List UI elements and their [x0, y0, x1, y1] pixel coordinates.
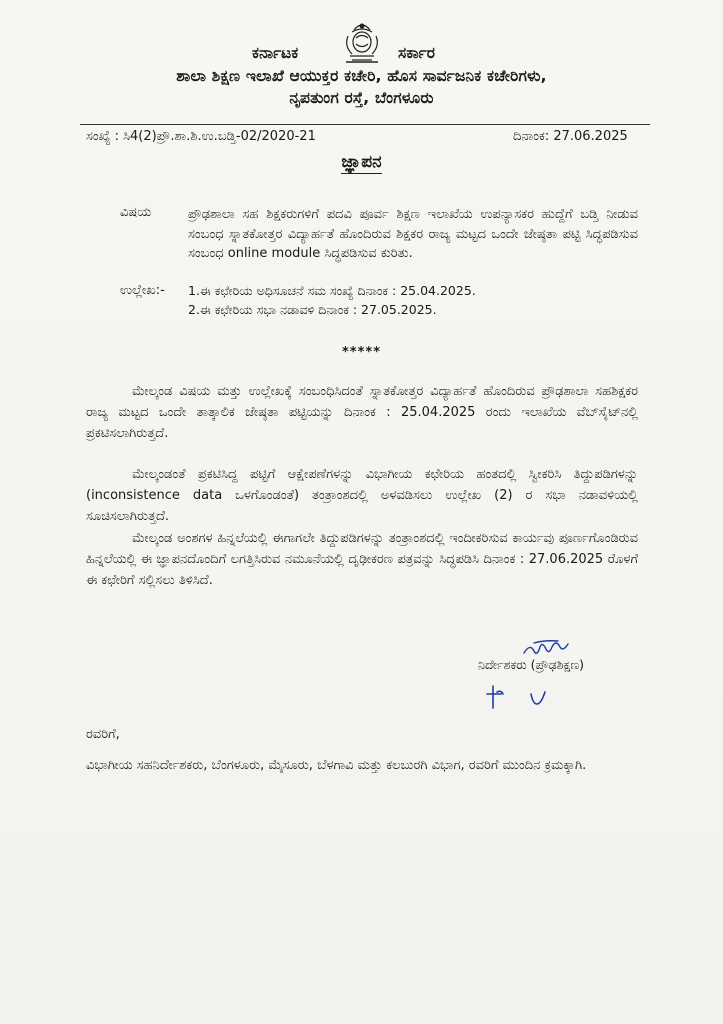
- recipients-text: ವಿಭಾಗೀಯ ಸಹನಿರ್ದೇಶಕರು, ಬೆಂಗಳೂರು, ಮೈಸೂರು, ಬೆಳಗಾವಿ ಮತ್ತು ಕಲಬುರಗಿ ವಿಭಾಗ, ರವರಿಗೆ ಮುಂದಿನ ಕ್ರಮಕ್ಕಾಗಿ.: [86, 758, 587, 773]
- addressee-label: ರವರಿಗೆ,: [86, 727, 120, 742]
- subject-text: ಪ್ರೌಢಶಾಲಾ ಸಹ ಶಿಕ್ಷಕರುಗಳಿಗೆ ಪದವಿ ಪೂರ್ವ ಶಿಕ್ಷಣ ಇಲಾಖೆಯ ಉಪನ್ಯಾಸಕರ ಹುದ್ದೆಗೆ ಬಡ್ತಿ ನೀಡುವ ಸಂಬಂಧ ಸ್ನಾತಕೋತ್ತರ ವಿದ್ಯಾರ್ಹತೆ ಹೊಂದಿರುವ ಶಿಕ್ಷಕರ ರಾಜ್ಯ ಮಟ್ಟದ ಒಂದೇ ಜೇಷ್ಠತಾ ಪಟ್ಟಿ ಸಿದ್ಧಪಡಿಸುವ ಸಂಬಂಧ online module ಸಿದ್ಧಪಡಿಸುವ ಕುರಿತು.: [188, 207, 638, 261]
- document-date: ದಿನಾಂಕ: 27.06.2025: [513, 129, 628, 144]
- body-paragraph-3: ಮೇಲ್ಕಂಡ ಅಂಶಗಳ ಹಿನ್ನಲೆಯಲ್ಲಿ ಈಗಾಗಲೇ ತಿದ್ದುಪಡಿಗಳನ್ನು ತಂತ್ರಾಂಶದಲ್ಲಿ ಇಂದೀಕರಿಸುವ ಕಾರ್ಯವು ಪೂರ್ಣಗೊಂಡಿರುವ ಹಿನ್ನಲೆಯಲ್ಲಿ ಈ ಜ್ಞಾಪನದೊಂದಿಗೆ ಲಗತ್ತಿಸಿರುವ ನಮೂನೆಯಲ್ಲಿ ದೃಢೀಕರಣ ಪತ್ರವನ್ನು ಸಿದ್ಧಪಡಿಸಿ ದಿನಾಂಕ : 27.06.2025 ರೊಳಗೆ ಈ ಕಛೇರಿಗೆ ಸಲ್ಲಿಸಲು ತಿಳಿಸಿದೆ.: [86, 531, 638, 588]
- signatory-designation: ನಿರ್ದೇಶಕರು (ಪ್ರೌಢಶಿಕ್ಷಣ): [478, 657, 585, 672]
- reference-item: 2.ಈ ಕಛೇರಿಯ ಸಭಾ ನಡಾವಳಿ ದಿನಾಂಕ : 27.05.2025.: [188, 302, 437, 317]
- initials-icon: [485, 682, 555, 712]
- subject-label: ವಿಷಯ: [120, 205, 152, 220]
- references-label: ಉಲ್ಲೇಖ:-: [120, 283, 165, 298]
- gov-name-left: ಕರ್ನಾಟಕ: [252, 44, 299, 62]
- office-address-line1: ಶಾಲಾ ಶಿಕ್ಷಣ ಇಲಾಖೆ ಆಯುಕ್ತರ ಕಚೇರಿ, ಹೊಸ ಸಾರ್ವಜನಿಕ ಕಚೇರಿಗಳು,: [176, 67, 547, 85]
- body-paragraph-2: ಮೇಲ್ಕಂಡಂತೆ ಪ್ರಕಟಿಸಿದ್ದ ಪಟ್ಟಿಗೆ ಆಕ್ಷೇಪಣೆಗಳನ್ನು ವಿಭಾಗೀಯ ಕಛೇರಿಯ ಹಂತದಲ್ಲಿ ಸ್ವೀಕರಿಸಿ ತಿದ್ದುಪಡಿಗಳನ್ನು (inconsistence data ಒಳಗೊಂಡಂತೆ) ತಂತ್ರಾಂಶದಲ್ಲಿ ಅಳವಡಿಸಲು ಉಲ್ಲೇಖ (2) ರ ಸಭಾ ನಡಾವಳಿಯಲ್ಲಿ ಸೂಚಿಸಲಾಗಿರುತ್ತದೆ.: [86, 467, 638, 524]
- memo-title-text: ಜ್ಞಾಪನ: [341, 152, 382, 172]
- body-paragraph-1: ಮೇಲ್ಕಂಡ ವಿಷಯ ಮತ್ತು ಉಲ್ಲೇಖಕ್ಕೆ ಸಂಬಂಧಿಸಿದಂತೆ ಸ್ನಾತಕೋತ್ತರ ವಿದ್ಯಾರ್ಹತೆ ಹೊಂದಿರುವ ಪ್ರೌಢಶಾಲಾ ಸಹಶಿಕ್ಷಕರ ರಾಜ್ಯ ಮಟ್ಟದ ಒಂದೇ ತಾತ್ಕಾಲಿಕ ಜೇಷ್ಠತಾ ಪಟ್ಟಿಯನ್ನು ದಿನಾಂಕ : 25.04.2025 ರಂದು ಇಲಾಖೆಯ ವೆಬ್‌ಸೈಟ್‌ನಲ್ಲಿ ಪ್ರಕಟಿಸಲಾಗಿರುತ್ತದೆ.: [86, 384, 638, 441]
- memo-title: [0, 152, 723, 172]
- reference-item: 1.ಈ ಕಛೇರಿಯ ಅಧಿಸೂಚನೆ ಸಮ ಸಂಖ್ಯೆ ದಿನಾಂಕ : 25.04.2025.: [188, 283, 476, 298]
- section-separator: *****: [342, 345, 381, 360]
- gov-name-right: ಸರ್ಕಾರ: [398, 44, 435, 62]
- header-divider: [80, 124, 650, 125]
- karnataka-emblem-icon: [340, 18, 384, 66]
- reference-number: ಸಂಖ್ಯೆ : ಸಿ4(2)ಪ್ರೌ.ಶಾ.ಶಿ.ಉ.ಬಡ್ತಿ-02/2020-21: [86, 129, 316, 144]
- office-address-line2: ನೃಪತುಂಗ ರಸ್ತೆ, ಬೆಂಗಳೂರು: [289, 89, 434, 107]
